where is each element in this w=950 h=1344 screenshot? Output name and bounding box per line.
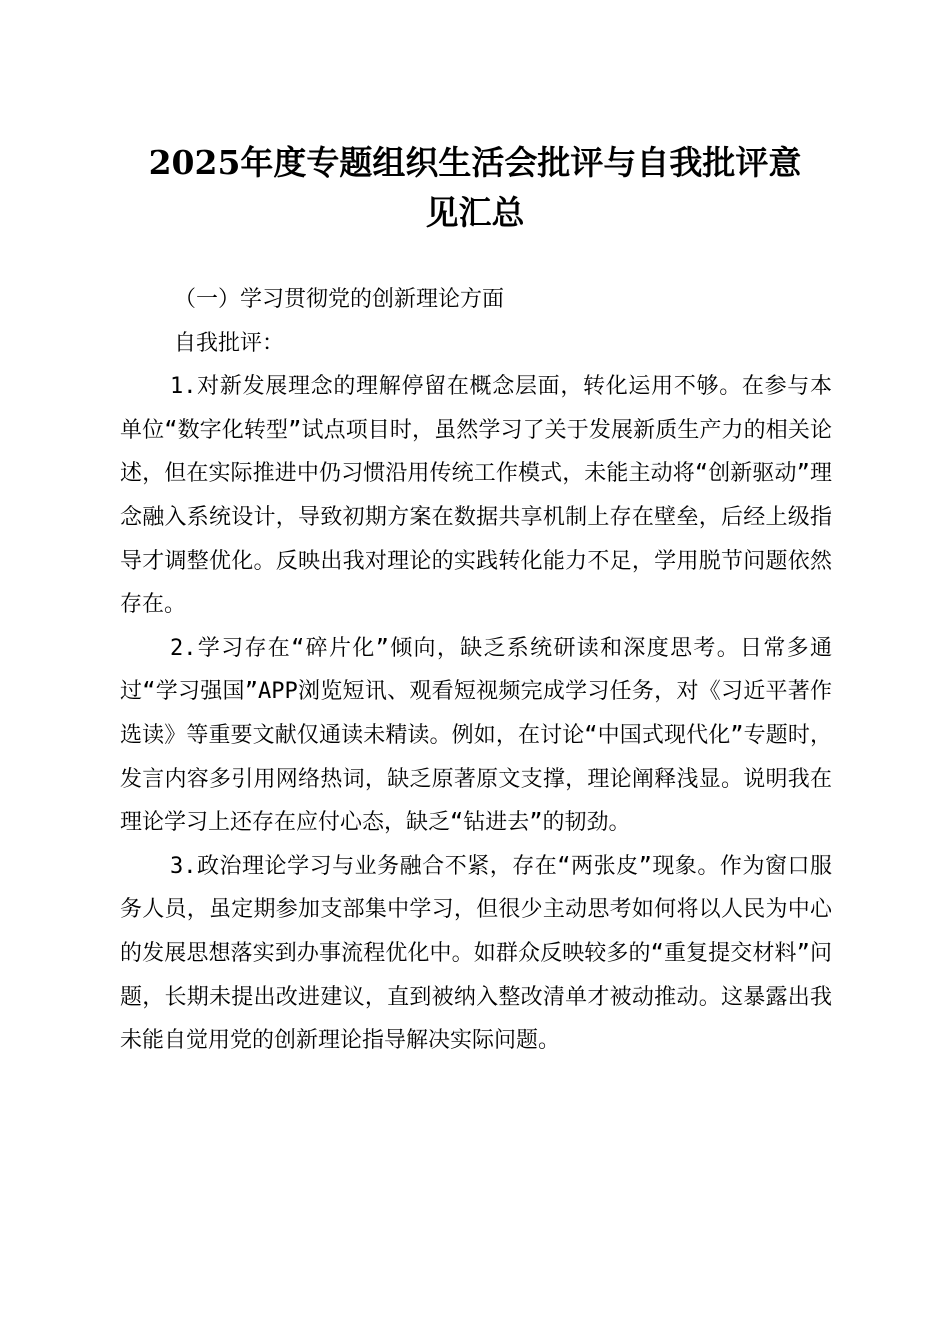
title-line-1: 2025年度专题组织生活会批评与自我批评意 <box>148 143 802 182</box>
paragraph-1: 1.对新发展理念的理解停留在概念层面，转化运用不够。在参与本单位“数字化转型”试点项目时，虽然学习了关于发展新质生产力的相关论述，但在实际推进中仍习惯沿用传统工作模式，未能主动将“创新驱动”理念融入系统设计，导致初期方案在数据共享机制上存在壁垒，后经上级指导才调整优化。反映出我对理论的实践转化能力不足，学用脱节问题依然存在。 <box>120 374 832 618</box>
paragraph-2: 2.学习存在“碎片化”倾向，缺乏系统研读和深度思考。日常多通过“学习强国”APP浏览短讯、观看短视频完成学习任务，对《习近平著作选读》等重要文献仅通读未精读。例如，在讨论“中国式现代化”专题时，发言内容多引用网络热词，缺乏原著原文支撑，理论阐释浅显。说明我在理论学习上还存在应付心态，缺乏“钻进去”的韧劲。 <box>120 635 832 836</box>
section-heading: （一）学习贯彻党的创新理论方面 <box>174 287 505 312</box>
title-line-2: 见汇总 <box>425 193 525 232</box>
document-body <box>120 278 832 1063</box>
self-criticism-label: 自我批评： <box>174 330 285 356</box>
paragraph-3: 3.政治理论学习与业务融合不紧，存在“两张皮”现象。作为窗口服务人员，虽定期参加支部集中学习，但很少主动思考如何将以人民为中心的发展思想落实到办事流程优化中。如群众反映较多的“重复提交材料”问题，长期未提出改进建议，直到被纳入整改清单才被动推动。这暴露出我未能自觉用党的创新理论指导解决实际问题。 <box>120 853 832 1054</box>
document-title <box>120 138 830 238</box>
